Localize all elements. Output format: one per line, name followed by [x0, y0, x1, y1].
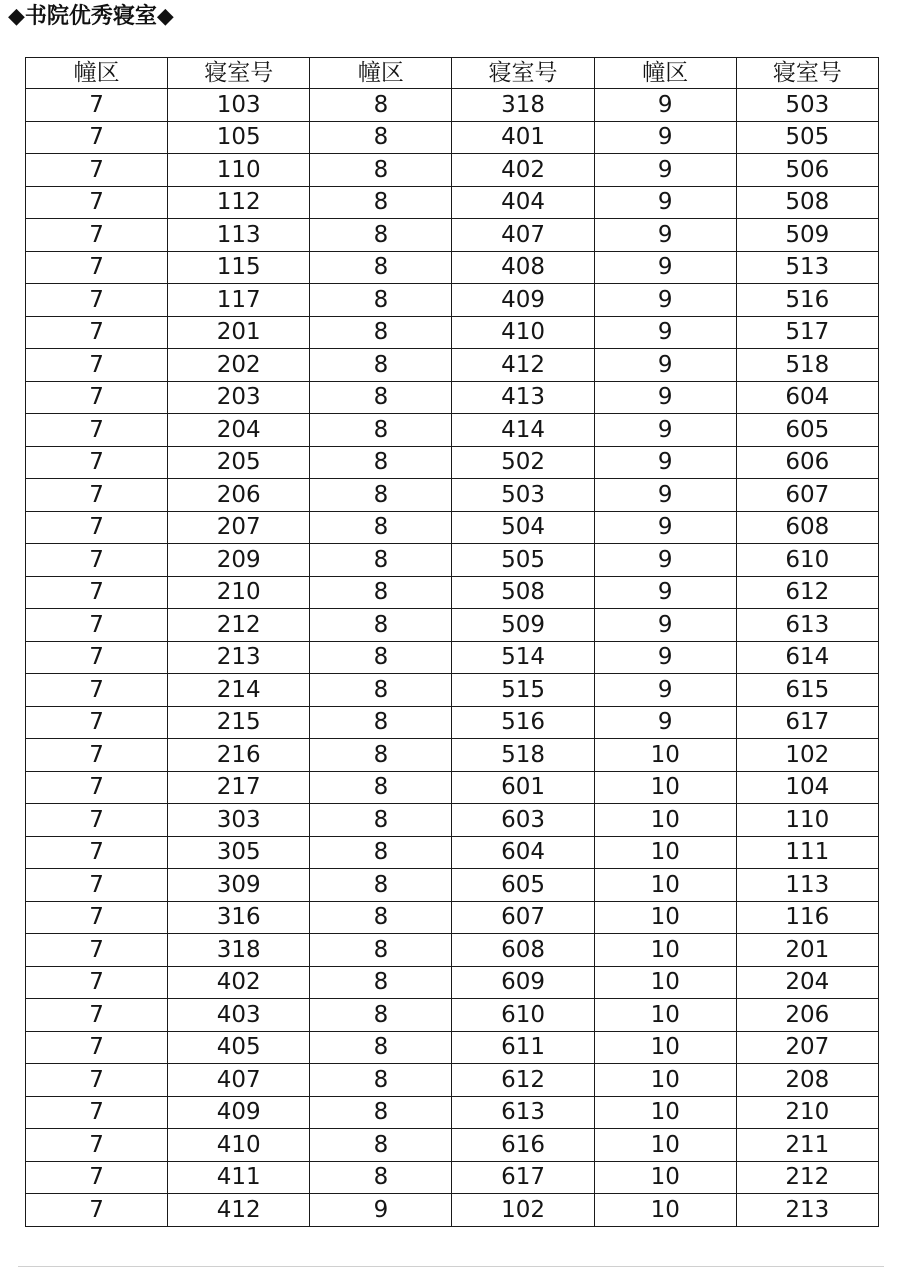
cell-room: 412 [452, 349, 594, 382]
table-row [26, 901, 879, 934]
cell-room: 303 [168, 804, 310, 837]
cell-building: 8 [310, 739, 452, 772]
cell-room: 212 [736, 1161, 878, 1194]
cell-room: 316 [168, 901, 310, 934]
cell-building: 9 [594, 641, 736, 674]
cell-building: 7 [26, 836, 168, 869]
cell-building: 8 [310, 316, 452, 349]
cell-room: 516 [736, 284, 878, 317]
cell-building: 9 [594, 316, 736, 349]
cell-room: 216 [168, 739, 310, 772]
cell-room: 508 [452, 576, 594, 609]
cell-building: 9 [594, 381, 736, 414]
cell-room: 613 [736, 609, 878, 642]
cell-room: 409 [168, 1096, 310, 1129]
cell-room: 604 [736, 381, 878, 414]
cell-building: 10 [594, 1064, 736, 1097]
cell-room: 611 [452, 1031, 594, 1064]
table-row [26, 414, 879, 447]
cell-building: 7 [26, 771, 168, 804]
cell-building: 10 [594, 771, 736, 804]
cell-room: 515 [452, 674, 594, 707]
table-row [26, 121, 879, 154]
cell-room: 607 [452, 901, 594, 934]
table-row [26, 1096, 879, 1129]
cell-room: 213 [736, 1194, 878, 1227]
table-row [26, 674, 879, 707]
cell-room: 518 [736, 349, 878, 382]
cell-building: 10 [594, 1096, 736, 1129]
table-row [26, 706, 879, 739]
header-building-1: 幢区 [26, 58, 168, 89]
table-row [26, 1031, 879, 1064]
cell-building: 8 [310, 1129, 452, 1162]
cell-room: 613 [452, 1096, 594, 1129]
table-row [26, 641, 879, 674]
cell-building: 9 [594, 121, 736, 154]
cell-building: 8 [310, 544, 452, 577]
cell-building: 8 [310, 966, 452, 999]
cell-building: 10 [594, 901, 736, 934]
cell-building: 7 [26, 739, 168, 772]
cell-room: 212 [168, 609, 310, 642]
cell-building: 8 [310, 186, 452, 219]
table-row [26, 1129, 879, 1162]
cell-room: 516 [452, 706, 594, 739]
cell-room: 605 [736, 414, 878, 447]
cell-room: 113 [168, 219, 310, 252]
cell-room: 318 [452, 89, 594, 122]
cell-building: 7 [26, 284, 168, 317]
cell-building: 7 [26, 121, 168, 154]
table-body [26, 89, 879, 1227]
cell-building: 9 [594, 414, 736, 447]
cell-building: 7 [26, 934, 168, 967]
cell-building: 7 [26, 1194, 168, 1227]
cell-building: 8 [310, 284, 452, 317]
cell-room: 612 [736, 576, 878, 609]
header-room-3: 寝室号 [736, 58, 878, 89]
cell-building: 9 [594, 251, 736, 284]
table-row [26, 446, 879, 479]
cell-building: 9 [594, 446, 736, 479]
cell-room: 201 [168, 316, 310, 349]
cell-room: 610 [736, 544, 878, 577]
table-row [26, 251, 879, 284]
cell-room: 215 [168, 706, 310, 739]
cell-room: 502 [452, 446, 594, 479]
cell-building: 7 [26, 186, 168, 219]
cell-room: 206 [736, 999, 878, 1032]
cell-room: 506 [736, 154, 878, 187]
cell-building: 10 [594, 934, 736, 967]
cell-building: 7 [26, 219, 168, 252]
dormitory-table [25, 57, 879, 1227]
table-row [26, 186, 879, 219]
cell-room: 612 [452, 1064, 594, 1097]
cell-building: 7 [26, 251, 168, 284]
cell-building: 7 [26, 154, 168, 187]
cell-building: 9 [594, 219, 736, 252]
cell-room: 409 [452, 284, 594, 317]
cell-room: 214 [168, 674, 310, 707]
cell-building: 8 [310, 219, 452, 252]
table-row [26, 1064, 879, 1097]
cell-building: 8 [310, 89, 452, 122]
cell-room: 102 [452, 1194, 594, 1227]
table-row [26, 836, 879, 869]
cell-room: 601 [452, 771, 594, 804]
cell-room: 610 [452, 999, 594, 1032]
cell-room: 411 [168, 1161, 310, 1194]
cell-room: 208 [736, 1064, 878, 1097]
cell-building: 8 [310, 479, 452, 512]
cell-room: 111 [736, 836, 878, 869]
cell-room: 405 [168, 1031, 310, 1064]
cell-building: 9 [594, 349, 736, 382]
header-room-2: 寝室号 [452, 58, 594, 89]
cell-room: 505 [736, 121, 878, 154]
cell-room: 503 [736, 89, 878, 122]
cell-room: 609 [452, 966, 594, 999]
header-building-2: 幢区 [310, 58, 452, 89]
cell-building: 10 [594, 804, 736, 837]
table-row [26, 381, 879, 414]
cell-room: 217 [168, 771, 310, 804]
cell-room: 617 [452, 1161, 594, 1194]
cell-building: 9 [594, 154, 736, 187]
cell-room: 607 [736, 479, 878, 512]
cell-room: 210 [736, 1096, 878, 1129]
cell-building: 7 [26, 1129, 168, 1162]
table-row [26, 609, 879, 642]
cell-building: 8 [310, 934, 452, 967]
table-row [26, 349, 879, 382]
cell-room: 213 [168, 641, 310, 674]
cell-room: 408 [452, 251, 594, 284]
table-row [26, 576, 879, 609]
cell-room: 104 [736, 771, 878, 804]
table-row [26, 544, 879, 577]
cell-room: 110 [736, 804, 878, 837]
cell-building: 9 [594, 89, 736, 122]
cell-room: 403 [168, 999, 310, 1032]
cell-building: 7 [26, 1064, 168, 1097]
cell-building: 9 [310, 1194, 452, 1227]
table-row [26, 804, 879, 837]
cell-building: 8 [310, 999, 452, 1032]
cell-room: 113 [736, 869, 878, 902]
table-row [26, 999, 879, 1032]
cell-building: 8 [310, 349, 452, 382]
dormitory-table-container [25, 57, 878, 1227]
cell-room: 207 [736, 1031, 878, 1064]
cell-room: 513 [736, 251, 878, 284]
cell-building: 7 [26, 349, 168, 382]
cell-building: 8 [310, 446, 452, 479]
header-building-3: 幢区 [594, 58, 736, 89]
cell-room: 605 [452, 869, 594, 902]
cell-building: 7 [26, 966, 168, 999]
cell-building: 8 [310, 511, 452, 544]
cell-building: 7 [26, 1096, 168, 1129]
cell-building: 8 [310, 1064, 452, 1097]
table-row [26, 89, 879, 122]
cell-room: 401 [452, 121, 594, 154]
cell-building: 7 [26, 316, 168, 349]
table-row [26, 1194, 879, 1227]
header-room-1: 寝室号 [168, 58, 310, 89]
table-row [26, 739, 879, 772]
cell-room: 517 [736, 316, 878, 349]
cell-building: 9 [594, 284, 736, 317]
table-row [26, 966, 879, 999]
cell-room: 617 [736, 706, 878, 739]
cell-building: 7 [26, 381, 168, 414]
table-row [26, 154, 879, 187]
table-row [26, 934, 879, 967]
cell-building: 8 [310, 251, 452, 284]
cell-room: 608 [736, 511, 878, 544]
table-row [26, 479, 879, 512]
cell-building: 8 [310, 771, 452, 804]
cell-building: 8 [310, 1096, 452, 1129]
cell-room: 318 [168, 934, 310, 967]
cell-room: 105 [168, 121, 310, 154]
cell-room: 202 [168, 349, 310, 382]
cell-room: 112 [168, 186, 310, 219]
cell-building: 7 [26, 1031, 168, 1064]
cell-building: 8 [310, 121, 452, 154]
cell-building: 7 [26, 511, 168, 544]
page-bottom-edge [18, 1266, 884, 1267]
cell-building: 8 [310, 154, 452, 187]
cell-room: 606 [736, 446, 878, 479]
cell-room: 402 [168, 966, 310, 999]
cell-building: 8 [310, 1031, 452, 1064]
cell-building: 10 [594, 966, 736, 999]
cell-building: 9 [594, 576, 736, 609]
cell-building: 8 [310, 609, 452, 642]
cell-room: 407 [452, 219, 594, 252]
cell-building: 7 [26, 804, 168, 837]
cell-building: 8 [310, 804, 452, 837]
cell-building: 9 [594, 544, 736, 577]
cell-building: 10 [594, 739, 736, 772]
cell-room: 204 [736, 966, 878, 999]
cell-room: 614 [736, 641, 878, 674]
table-row [26, 511, 879, 544]
cell-building: 9 [594, 511, 736, 544]
table-row [26, 1161, 879, 1194]
cell-room: 410 [168, 1129, 310, 1162]
cell-room: 518 [452, 739, 594, 772]
cell-building: 10 [594, 1129, 736, 1162]
cell-room: 514 [452, 641, 594, 674]
cell-room: 209 [168, 544, 310, 577]
table-row [26, 219, 879, 252]
cell-room: 407 [168, 1064, 310, 1097]
cell-building: 8 [310, 1161, 452, 1194]
cell-building: 8 [310, 641, 452, 674]
cell-building: 8 [310, 674, 452, 707]
table-header-row [26, 58, 879, 89]
cell-room: 402 [452, 154, 594, 187]
table-row [26, 771, 879, 804]
cell-building: 8 [310, 576, 452, 609]
cell-room: 509 [736, 219, 878, 252]
cell-room: 102 [736, 739, 878, 772]
cell-building: 7 [26, 479, 168, 512]
cell-building: 9 [594, 674, 736, 707]
cell-building: 10 [594, 1161, 736, 1194]
cell-room: 509 [452, 609, 594, 642]
cell-building: 7 [26, 446, 168, 479]
cell-building: 7 [26, 674, 168, 707]
cell-building: 7 [26, 609, 168, 642]
cell-building: 8 [310, 869, 452, 902]
cell-room: 116 [736, 901, 878, 934]
cell-building: 8 [310, 381, 452, 414]
cell-room: 412 [168, 1194, 310, 1227]
cell-room: 404 [452, 186, 594, 219]
cell-room: 211 [736, 1129, 878, 1162]
cell-room: 210 [168, 576, 310, 609]
cell-building: 10 [594, 1031, 736, 1064]
cell-room: 309 [168, 869, 310, 902]
cell-building: 8 [310, 836, 452, 869]
cell-building: 9 [594, 706, 736, 739]
cell-room: 117 [168, 284, 310, 317]
cell-room: 508 [736, 186, 878, 219]
cell-room: 305 [168, 836, 310, 869]
cell-building: 7 [26, 89, 168, 122]
cell-room: 201 [736, 934, 878, 967]
cell-building: 8 [310, 706, 452, 739]
cell-room: 503 [452, 479, 594, 512]
cell-building: 7 [26, 901, 168, 934]
cell-room: 110 [168, 154, 310, 187]
page-title: ◆书院优秀寝室◆ [8, 4, 174, 29]
table-row [26, 316, 879, 349]
cell-room: 615 [736, 674, 878, 707]
cell-building: 9 [594, 609, 736, 642]
cell-building: 8 [310, 901, 452, 934]
cell-room: 115 [168, 251, 310, 284]
cell-room: 206 [168, 479, 310, 512]
cell-room: 207 [168, 511, 310, 544]
cell-room: 608 [452, 934, 594, 967]
cell-building: 9 [594, 479, 736, 512]
cell-building: 7 [26, 641, 168, 674]
cell-room: 604 [452, 836, 594, 869]
cell-building: 10 [594, 869, 736, 902]
cell-room: 204 [168, 414, 310, 447]
cell-building: 7 [26, 544, 168, 577]
cell-room: 504 [452, 511, 594, 544]
cell-building: 7 [26, 999, 168, 1032]
cell-room: 410 [452, 316, 594, 349]
cell-building: 7 [26, 869, 168, 902]
table-row [26, 869, 879, 902]
cell-building: 10 [594, 1194, 736, 1227]
cell-room: 203 [168, 381, 310, 414]
cell-building: 7 [26, 1161, 168, 1194]
cell-building: 7 [26, 576, 168, 609]
cell-room: 603 [452, 804, 594, 837]
cell-building: 9 [594, 186, 736, 219]
cell-room: 505 [452, 544, 594, 577]
cell-building: 7 [26, 414, 168, 447]
cell-room: 103 [168, 89, 310, 122]
cell-room: 616 [452, 1129, 594, 1162]
cell-room: 205 [168, 446, 310, 479]
table-row [26, 284, 879, 317]
cell-building: 10 [594, 836, 736, 869]
cell-building: 7 [26, 706, 168, 739]
cell-room: 413 [452, 381, 594, 414]
cell-building: 8 [310, 414, 452, 447]
cell-building: 10 [594, 999, 736, 1032]
cell-room: 414 [452, 414, 594, 447]
